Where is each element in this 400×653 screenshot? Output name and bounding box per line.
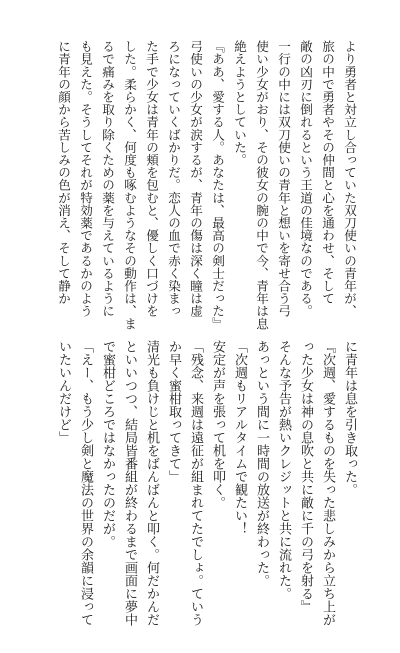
text-line: 旅の中で勇者やその仲間と心を通わせ、そして xyxy=(320,40,335,305)
text-line: 弓使いの少女が涙するが、青年の傷は深く瞳は虚 xyxy=(188,40,203,318)
text-line: した。柔らかく、何度も啄むようなその動作は、ま xyxy=(122,40,137,330)
text-line: 一行の中には双刀使いの青年と想いを寄せ合う弓 xyxy=(276,40,291,318)
text-line: あっという間に一時間の放送が終わった。 xyxy=(254,340,269,587)
text-line: ろになっていくばかりだ。恋人の血で赤く染まっ xyxy=(166,40,181,318)
text-line: 『ああ、愛する人。あなたは、最高の剣士だった』 xyxy=(210,40,225,330)
text-line: 使い少女がおり、その彼女の腕の中で今、青年は息 xyxy=(254,40,269,330)
text-line: に青年は息を引き取った。 xyxy=(342,340,357,496)
vertical-text-body-left xyxy=(44,340,360,630)
text-line: といいつつ、結局皆番組が終わるまで画面に夢中 xyxy=(122,340,137,626)
text-line: より勇者と対立し合っていた双刀使いの青年が、 xyxy=(342,40,357,318)
text-column-right-half xyxy=(52,40,360,340)
text-column-left-half xyxy=(52,340,360,630)
text-line: 絶えようとしていた。 xyxy=(232,40,247,166)
text-line: た手で少女は青年の頬を包むと、優しく口づけを xyxy=(144,40,159,318)
vertical-text-body xyxy=(44,40,360,340)
text-line: 「残念、来週は遠征が組まれてたでしょ。ていう xyxy=(188,340,203,626)
text-line: るで痛みを取り除くための薬を与えているように xyxy=(100,40,115,318)
text-line: 『次週、愛するものを失った悲しみから立ち上が xyxy=(320,340,335,626)
text-line: で蜜柑どころではなかったのだが。 xyxy=(100,340,115,548)
text-line: そんな予告が熱いクレジットと共に流れた。 xyxy=(276,340,291,600)
text-line: 安定が声を張って机を叩く。 xyxy=(210,340,225,509)
text-line: 清光も負けじと机をばんばんと叩く。何だかんだ xyxy=(144,340,159,626)
text-line: 「えー、もう少し剣と魔法の世界の余韻に浸って xyxy=(78,340,93,626)
text-line: に青年の顔から苦しみの色が消え、そして静か xyxy=(56,40,71,305)
text-line: か早く蜜柑取ってきて」 xyxy=(166,340,181,483)
text-line: いたいんだけど」 xyxy=(56,340,71,444)
text-line: 「次週もリアルタイムで観たい！ xyxy=(232,340,247,535)
text-line: も見えた。そうしてそれが特効薬であるかのよう xyxy=(78,40,93,318)
text-line: 敵の凶刃に倒れるという王道の佳境なのである。 xyxy=(298,40,313,318)
text-line: った少女は神の息吹と共に敵に千の弓を射る』 xyxy=(298,340,313,613)
